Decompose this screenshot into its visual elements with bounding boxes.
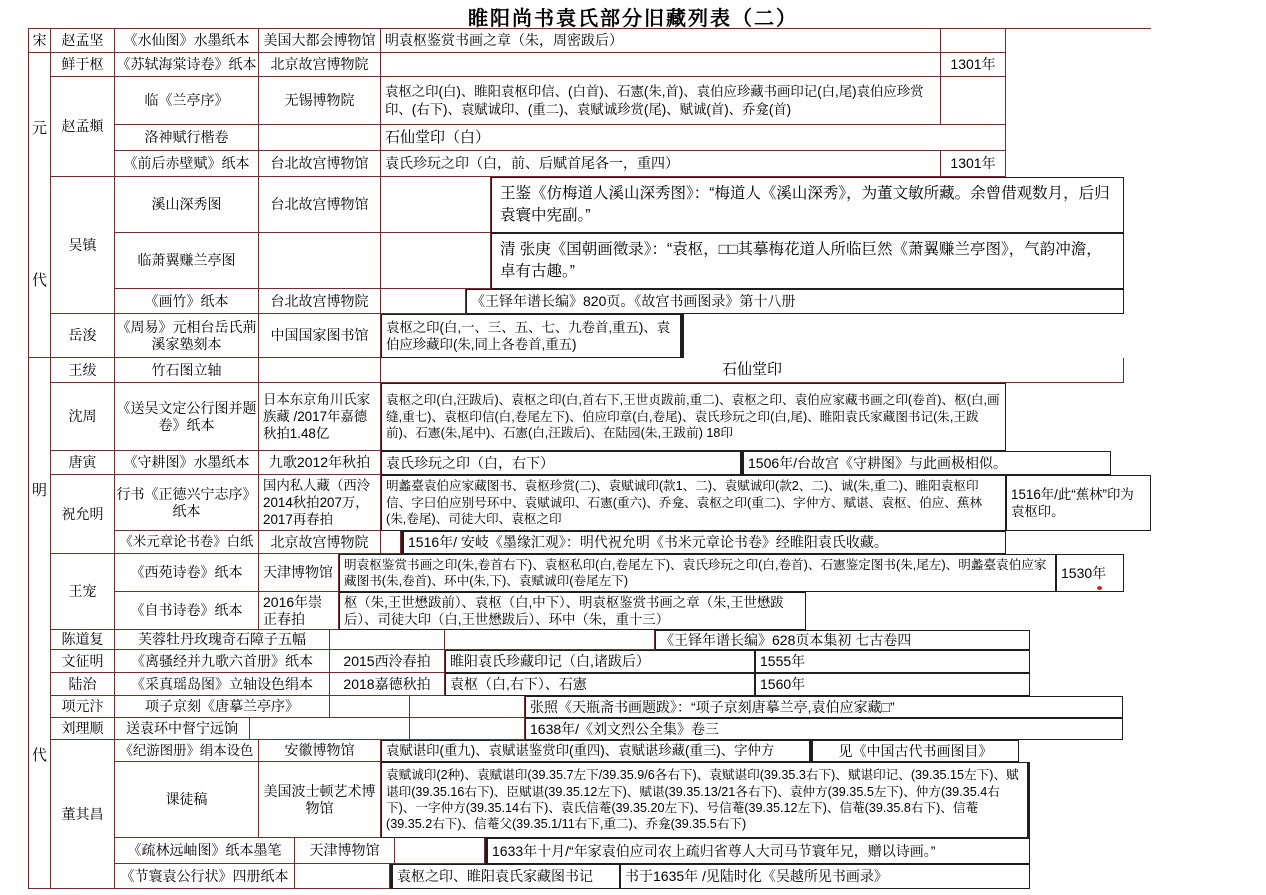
work-shougengtu: 《守耕图》水墨纸本 (115, 451, 259, 475)
artist-zhao-mengfu: 赵孟頫 (51, 77, 115, 177)
museum-r7-empty (259, 233, 381, 289)
row-tang-yin (51, 451, 1151, 475)
group-wang-chong (51, 554, 1151, 630)
group-dong-qichang (51, 740, 1151, 889)
note-zhangzhao-tiba: 张照《天瓶斋书画题跋》：“项子京刻唐摹兰亭,袁伯应家藏□” (525, 696, 1123, 718)
museum-taipei-palace: 台北故宫博物馆 (259, 151, 381, 177)
artist-zhao-mengjian: 赵孟坚 (51, 29, 115, 53)
red-dot-mark (1097, 586, 1102, 590)
group-zhao-mengfu (51, 77, 1124, 177)
work-zhengde-xingning: 行书《正德兴宁志序》纸本 (115, 475, 259, 531)
row-chen-daofu (51, 630, 1151, 650)
auction-jiade-2018: 2018嘉德秋拍 (330, 673, 445, 696)
seal-r12: 袁氏珍玩之印（白，右下） (381, 451, 741, 475)
artist-liu-lishun: 刘理顺 (51, 718, 115, 740)
work-huazhu: 《画竹》纸本 (115, 289, 259, 314)
museum-met: 美国大都会博物馆 (259, 29, 381, 53)
seal-r1: 明袁枢鉴赏书画之章（朱，周密跋后） (381, 29, 941, 53)
page-title: 睢阳尚书袁氏部分旧藏列表（二） (468, 8, 798, 30)
museum-r4-empty (259, 125, 381, 151)
work-song-yuanhuanzhong: 送袁环中督宁远饷 (115, 718, 250, 740)
work-lisaojing: 《离骚经并九歌六首册》纸本 (115, 650, 330, 673)
museum-jiuge-2012: 九歌2012年秋拍 (259, 451, 381, 475)
work-zishu-shijuan: 《自书诗卷》纸本 (115, 592, 259, 630)
museum-beijing-palace: 北京故宫博物院 (259, 53, 381, 77)
year-r2: 1301年 (941, 53, 1006, 77)
note-zhanggeng-quote: 清 张庚《国朝画徵录》：“袁枢，□□其摹梅花道人所临巨然《萧翼赚兰亭图》，气韵冲澹，卓有古趣。” (491, 233, 1124, 289)
year-r19: 1560年 (755, 673, 1030, 696)
seal-r13: 明蠡臺袁伯应家藏图书、袁枢珍赏(二)、袁赋诚印(款1、二)、袁赋诚印(款2、二)、诚(朱,重二)、睢阳袁枢印信、字曰伯应别号环中、袁赋诚印、石憲(重六)、乔龛、袁枢之印(重二)、字仲方、赋谌、袁枢、伯应、蕉林(朱,卷尾)、司徒大印、袁枢之印 (381, 475, 1006, 531)
year-r1-empty (941, 29, 1006, 53)
note-r22-tumulu: 见《中国古代书画图目》 (812, 740, 1019, 762)
museum-wuxi: 无锡博物院 (259, 77, 381, 125)
artist-wen-zhengming: 文征明 (51, 650, 115, 673)
work-shulin-yuanxiu: 《疏林远岫图》纸本墨笔 (115, 838, 295, 864)
museum-taipei-palace-3: 台北故宫博物院 (259, 289, 381, 314)
row-wen-zhengming (51, 650, 1151, 673)
row-zhao-mengjian (29, 29, 1151, 53)
group-ming (29, 358, 1151, 889)
row-xiaoyi-lanting (115, 233, 1124, 289)
work-songwu-xingtu: 《送吴文定公行图并题卷》纸本 (115, 383, 259, 451)
museum-taipei-palace-2: 台北故宫博物馆 (259, 177, 381, 233)
r21-empty-1 (250, 718, 410, 740)
artist-wang-chong: 王宠 (51, 554, 115, 630)
row-zhengde-xingning (115, 475, 1151, 531)
note-r13-jiaolin: 1516年/此“蕉林”印为袁枢印。 (1006, 475, 1151, 531)
artist-chen-daofu: 陈道复 (51, 630, 115, 650)
seal-r11: 袁枢之印(白,汪跋后)、袁枢之印(白,首右下,王世贞跋前,重二)、袁枢之印、袁伯应家藏书画之印(卷首)、枢(白,画缝,重七)、袁枢印信(白,卷尾左下)、伯应印章(白,卷尾)、袁氏珍玩之印(白,尾)、睢阳袁氏家藏图书记(朱,王跋前)、石憲(朱,尾中)、石憲(白,汪跋后)、在陆园(朱,王跋前) 18印 (381, 383, 1006, 451)
year-r15: 1530年 (1056, 554, 1124, 592)
group-zhu-yunming (51, 475, 1151, 554)
row-chibifu (115, 151, 1006, 177)
note-wangduo-nianpu-820: 《王铎年谱长编》820页。《故宫书画图录》第十八册 (466, 289, 1124, 314)
note-r24-1633: 1633年十月/“年家袁伯应司农上疏归省尊人大司马节寰年兄，赠以诗画。” (485, 838, 1030, 864)
museum-chongzheng-2016: 2016年崇正春拍 (259, 592, 339, 630)
row-luoshenfu (115, 125, 1006, 151)
seal-r23: 袁赋诚印(2种)、袁赋谌印(39.35.7左下/39.35.9/6各右下)、袁赋谌印(39.35.3右下)、赋谌印记、(39.35.15左下)、赋谌印(39.35.16右下)、臣赋谌(39.35.12左下)、赋谌(39.35.13/21各右下)、袁仲方(39.35.5左下)、仲方(39.35.4右下)、一字仲方(39.35.14右下)、袁氏信菴(39.35.20左下)、号信菴(39.35.12左下)、信菴(39.35.8右下)、信菴(39.35.2右下)、信菴父(39.35.1/11右下,重二)、乔龛(39.35.5右下) (381, 762, 1030, 838)
row-jiyou-tuce (115, 740, 1030, 762)
group-yuan (29, 53, 1151, 358)
r17-empty-1 (330, 630, 445, 650)
artist-wu-zhen: 吴镇 (51, 177, 115, 314)
seal-r15: 明袁枢鉴赏书画之印(朱,卷首右下)、袁枢私印(白,卷尾左下)、袁氏珍玩之印(白,卷首)、石憲鉴定图书(朱,尾左)、明蠡臺袁伯应家藏图书(朱,卷首)、环中(朱,下)、袁赋诚印(卷尾左下) (339, 554, 1056, 592)
work-ketugao: 课徒稿 (115, 762, 259, 838)
note-wangjian-quote: 王鉴《仿梅道人溪山深秀图》：“梅道人《溪山深秀》，为董文敏所藏。余曾借观数月，后归袁寰中宪副。” (491, 177, 1124, 233)
row-ketugao (115, 762, 1030, 838)
work-lantingxu: 临《兰亭序》 (115, 77, 259, 125)
seal-r7-empty (381, 233, 491, 289)
seal-r25: 袁枢之印、睢阳袁氏家藏图书记 (390, 864, 620, 889)
seal-r6-empty (381, 177, 491, 233)
note-r14-anqi: 1516年/ 安岐《墨缘汇观》：明代祝允明《书米元章论书卷》经睢阳袁氏收藏。 (401, 531, 1006, 554)
row-shen-zhou (51, 383, 1151, 451)
museum-kadokawa: 日本东京角川氏家族藏 /2017年嘉德秋拍1.48亿 (259, 383, 381, 451)
artist-yue-jun: 岳浚 (51, 314, 115, 358)
row-yue-jun (51, 314, 1124, 358)
work-xishan-shenxiu: 溪山深秀图 (115, 177, 259, 233)
dynasty-ming: 明 代 (29, 358, 51, 889)
r25-empty (295, 864, 390, 889)
auction-xiling-2015: 2015西泠春拍 (330, 650, 445, 673)
work-luoshenfu: 洛神赋行楷卷 (115, 125, 259, 151)
seal-r9: 袁枢之印(白,一、三、五、七、九卷首,重五)、袁伯应珍藏印(朱,同上各卷首,重五) (381, 314, 684, 358)
row-liu-lishun (51, 718, 1151, 740)
row-zishu-shijuan (115, 592, 1124, 630)
museum-national-library: 中国国家图书馆 (259, 314, 381, 358)
seal-r22: 袁赋谌印(重九)、袁赋谌鉴赏印(重四)、袁赋谌珍藏(重三)、字仲方 (381, 740, 812, 762)
group-wu-zhen (51, 177, 1124, 314)
row-lu-zhi (51, 673, 1151, 696)
seal-r3: 袁枢之印(白)、睢阳袁枢印信、(白首)、石憲(朱,首)、袁伯应珍藏书画印记(白,尾)袁伯应珍赏印、(右下)、袁赋诚印、(重二)、袁赋诚珍赏(尾)、赋诚(首)、乔龛(首) (381, 77, 941, 125)
row-shulin-yuanxiu (115, 838, 1030, 864)
note-liuwenlie-quanji: 1638年/《刘文烈公全集》卷三 (525, 718, 1123, 740)
work-xiaoyi-lanting: 临萧翼赚兰亭图 (115, 233, 259, 289)
museum-tianjin: 天津博物馆 (259, 554, 339, 592)
r20-empty-1 (330, 696, 410, 718)
seal-r10: 石仙堂印 (381, 358, 1124, 383)
artist-lu-zhi: 陆治 (51, 673, 115, 696)
seal-r8-empty (381, 289, 466, 314)
row-jiehuan-xingzhuang (115, 864, 1030, 889)
dynasty-yuan: 元 代 (29, 53, 51, 358)
work-xiyuan-shijuan: 《西苑诗卷》纸本 (115, 554, 259, 592)
note-wangduo-nianpu-628: 《王铎年谱长编》628页本集初 七古卷四 (655, 630, 1030, 650)
work-miyuanzhang: 《米元章论书卷》白纸 (115, 531, 259, 554)
r21-empty-2 (410, 718, 525, 740)
work-shuixiantu: 《水仙图》水墨纸本 (115, 29, 259, 53)
museum-tianjin-2: 天津博物馆 (295, 838, 395, 864)
seal-r14-empty (381, 531, 401, 554)
work-jiehuan-xingzhuang: 《节寰袁公行状》四册纸本 (115, 864, 295, 889)
year-r5: 1301年 (941, 151, 1006, 177)
work-sushi-haitang: 《苏轼海棠诗卷》纸本 (115, 53, 259, 77)
row-wang-fu (51, 358, 1151, 383)
artist-wang-fu: 王绂 (51, 358, 115, 383)
artist-xianyu-shu: 鲜于枢 (51, 53, 115, 77)
work-tangmo-lanting: 项子京刻《唐摹兰亭序》 (115, 696, 330, 718)
r20-empty-2 (410, 696, 525, 718)
artist-xiang-yuanbian: 项元汴 (51, 696, 115, 718)
museum-r10-empty (259, 358, 381, 383)
row-lantingxu (115, 77, 1006, 125)
museum-beijing-palace-2: 北京故宫博物院 (259, 531, 381, 554)
work-zhouyi: 《周易》元相台岳氏荊溪家塾刻本 (115, 314, 259, 358)
row-xishan-shenxiu (115, 177, 1124, 233)
collection-table (28, 28, 1151, 889)
museum-boston: 美国波士顿艺术博物馆 (259, 762, 381, 838)
seal-r16: 枢（朱,王世懋跋前）、袁枢（白,中下）、明袁枢鉴赏书画之章（朱,王世懋跋后）、司徒大印（白,王世懋跋后）、环中（朱，重十三） (339, 592, 806, 630)
row-xiyuan-shijuan (115, 554, 1124, 592)
work-jiyou-tuce: 《纪游图册》绢本设色 (115, 740, 259, 762)
note-r25-1635: 书于1635年 /见陆时化《吴越所见书画录》 (620, 864, 1030, 889)
row-xianyu-shu (51, 53, 1124, 77)
museum-anhui: 安徽博物馆 (259, 740, 381, 762)
year-r3-empty (941, 77, 1006, 125)
year-r18: 1555年 (755, 650, 1030, 673)
seal-r5: 袁氏珍玩之印（白，前、后赋首尾各一，重四） (381, 151, 941, 177)
dynasty-song: 宋 (29, 29, 51, 53)
artist-zhu-yunming: 祝允明 (51, 475, 115, 554)
seal-r19: 袁枢（白,右下）、石憲 (445, 673, 755, 696)
r24-empty (395, 838, 485, 864)
seal-r2-empty (381, 53, 941, 77)
artist-dong-qichang: 董其昌 (51, 740, 115, 889)
work-zhushitu: 竹石图立轴 (115, 358, 259, 383)
note-r12: 1506年/台故宫《守耕图》与此画极相似。 (741, 451, 1111, 475)
seal-r4: 石仙堂印（白） (381, 125, 1006, 151)
seal-r18: 睢阳袁氏珍藏印记（白,诸跋后） (445, 650, 755, 673)
row-huazhu (115, 289, 1124, 314)
museum-private-xiling: 国内私人藏（西泠2014秋拍207万，2017再春拍 (259, 475, 381, 531)
work-furong-mudan: 芙蓉牡丹玫瑰奇石障子五幅 (115, 630, 330, 650)
row-miyuanzhang (115, 531, 1151, 554)
r17-empty-2 (445, 630, 655, 650)
artist-tang-yin: 唐寅 (51, 451, 115, 475)
artist-shen-zhou: 沈周 (51, 383, 115, 451)
work-caizhen-yaodao: 《采真瑶岛图》立轴设色绢本 (115, 673, 330, 696)
work-chibifu: 《前后赤壁赋》纸本 (115, 151, 259, 177)
row-xiang-yuanbian (51, 696, 1151, 718)
